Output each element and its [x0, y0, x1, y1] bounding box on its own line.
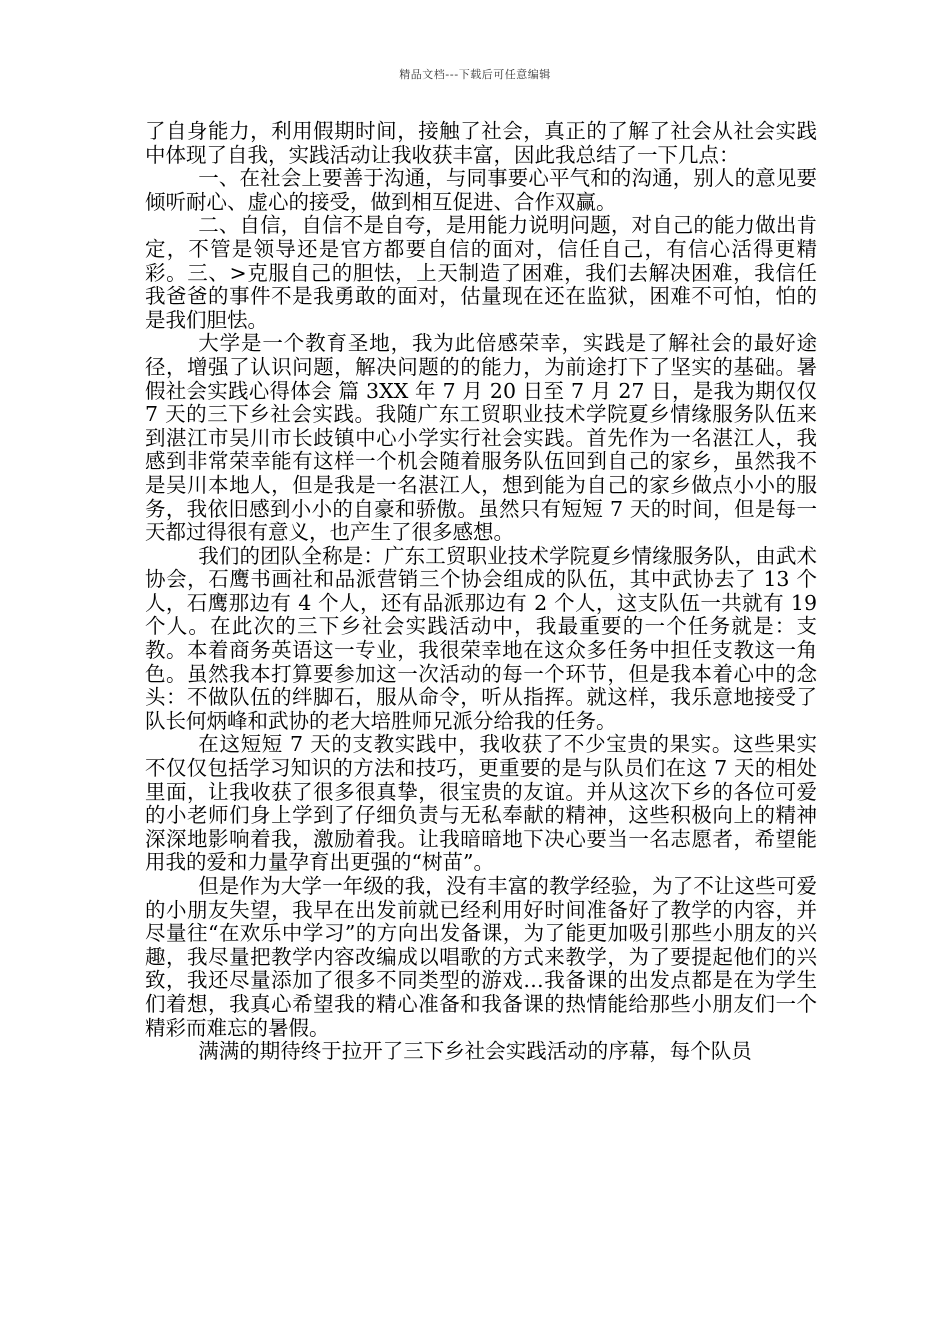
paragraph-5: 我们的团队全称是：广东工贸职业技术学院夏乡情缘服务队，由武术协会，石鹰书画社和品派营销三个协会组成的队伍，其中武协去了 13 个人，石鹰那边有 4 个人，还有品派那边有 2 个人，这支队伍一共就有 19 个人。在此次的三下乡社会实践活动中，我最重要的一个任务就是：支教。本着商务英语这一专业，我很荣幸地在这众多任务中担任支教这一角色。虽然我本打算要参加这一次活动的每一个环节，但是我本着心中的念头：不做队伍的绊脚石，服从命令，听从指挥。就这样，我乐意地接受了队长何炳峰和武协的老大培胜师兄派分给我的任务。 — [145, 543, 817, 733]
paragraph-3: 二、自信，自信不是自夸，是用能力说明问题，对自己的能力做出肯定，不管是领导还是官方都要自信的面对，信任自己，有信心活得更精彩。三、>克服自己的胆怯，上天制造了困难，我们去解决困难，我信任我爸爸的事件不是我勇敢的面对，估量现在还在监狱，困难不可怕，怕的是我们胆怯。 — [145, 213, 817, 332]
paragraph-8: 满满的期待终于拉开了三下乡社会实践活动的序幕，每个队员 — [198, 1039, 752, 1064]
paragraph-4: 大学是一个教育圣地，我为此倍感荣幸，实践是了解社会的最好途径，增强了认识问题，解决问题的的能力，为前途打下了坚实的基础。暑假社会实践心得体会 篇 3XX 年 7 月 20 日至 7 月 27 日，是我为期仅仅 7 天的三下乡社会实践。我随广东工贸职业技术学院夏乡情缘服务队伍来到湛江市吴川市长歧镇中心小学实行社会实践。首先作为一名湛江人，我感到非常荣幸能有这样一个机会随着服务队伍回到自己的家乡，虽然我不是吴川本地人，但是我是一名湛江人，想到能为自己的家乡做点小小的服务，我依旧感到小小的自豪和骄傲。虽然只有短短 7 天的时间，但是每一天都过得很有意义，也产生了很多感想。 — [145, 331, 817, 545]
paragraph-2: 一、在社会上要善于沟通，与同事要心平气和的沟通，别人的意见要倾听耐心、虚心的接受，做到相互促进、合作双赢。 — [145, 166, 817, 214]
paragraph-7: 但是作为大学一年级的我，没有丰富的教学经验，为了不让这些可爱的小朋友失望，我早在出发前就已经利用好时间准备好了教学的内容，并尽量往“在欢乐中学习”的方向出发备课，为了能更加吸引那些小朋友的兴趣，我尽量把教学内容改编成以唱歌的方式来教学，为了要提起他们的兴致，我还尽量添加了很多不同类型的游戏…我备课的出发点都是在为学生们着想，我真心希望我的精心准备和我备课的热情能给那些小朋友们一个精彩而难忘的暑假。 — [145, 874, 817, 1040]
page-header: 精品文档---下载后可任意编辑 — [399, 68, 551, 81]
paragraph-1: 了自身能力，利用假期时间，接触了社会，真正的了解了社会从社会实践中体现了自我，实践活动让我收获丰富，因此我总结了一下几点： — [145, 119, 817, 167]
paragraph-6: 在这短短 7 天的支教实践中，我收获了不少宝贵的果实。这些果实不仅仅包括学习知识的方法和技巧，更重要的是与队员们在这 7 天的相处里面，让我收获了很多很真挚，很宝贵的友谊。并从这次下乡的各位可爱的小老师们身上学到了仔细负责与无私奉献的精神，这些积极向上的精神深深地影响着我，激励着我。让我暗暗地下决心要当一名志愿者，希望能用我的爱和力量孕育出更强的“树苗”。 — [145, 732, 817, 875]
document-body — [145, 120, 817, 1064]
